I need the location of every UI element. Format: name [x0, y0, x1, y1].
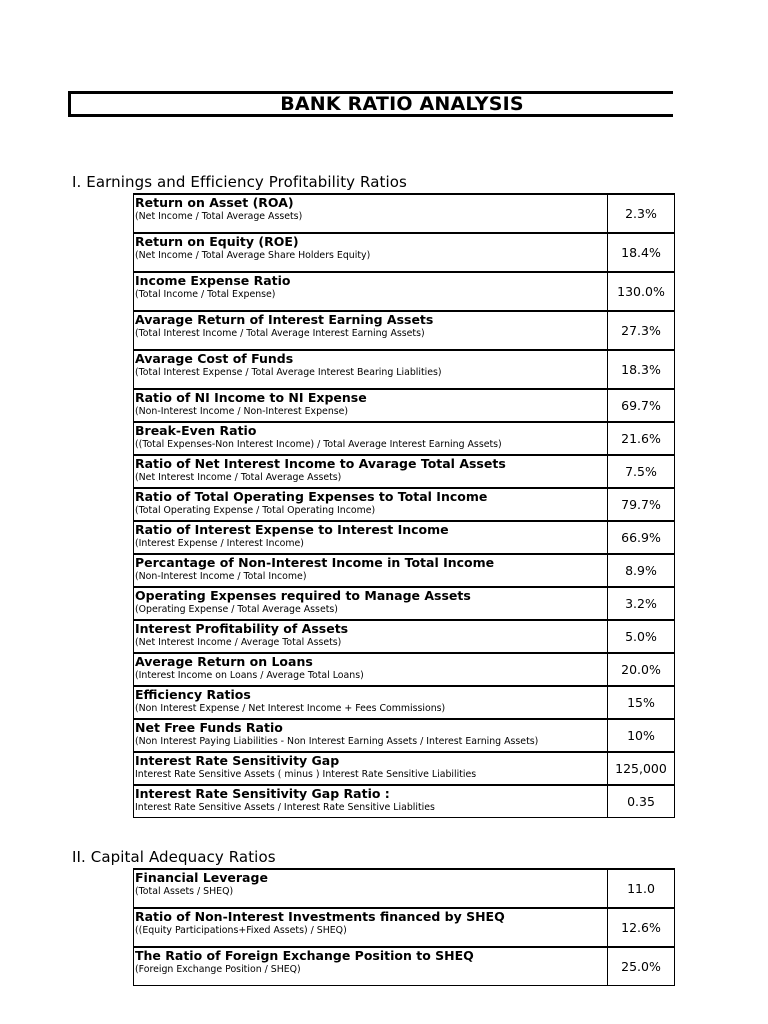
ratio-formula: (Net Income / Total Average Assets)	[135, 211, 303, 222]
ratio-value: 66.9%	[608, 521, 675, 554]
ratio-name: Ratio of Interest Expense to Interest Income	[135, 522, 449, 537]
ratio-label-cell	[134, 311, 608, 350]
ratio-label-cell	[134, 554, 608, 587]
ratio-formula: (Non Interest Paying Liabilities - Non Interest Earning Assets / Interest Earning Assets)	[135, 736, 539, 747]
ratio-label-cell	[134, 389, 608, 422]
ratio-name: Return on Equity (ROE)	[135, 234, 299, 249]
ratio-name: Income Expense Ratio	[135, 273, 291, 288]
table-row	[134, 587, 675, 620]
ratio-formula: (Total Assets / SHEQ)	[135, 886, 234, 897]
table-row	[134, 422, 675, 455]
ratio-value: 18.3%	[608, 350, 675, 389]
ratio-formula: (Non-Interest Income / Total Income)	[135, 571, 307, 582]
table-row	[134, 554, 675, 587]
table-row	[134, 686, 675, 719]
ratio-value: 2.3%	[608, 194, 675, 233]
ratio-name: Interest Profitability of Assets	[135, 621, 349, 636]
ratio-name: Percantage of Non-Interest Income in Total Income	[135, 555, 495, 570]
ratio-name: Financial Leverage	[135, 870, 268, 885]
table-row	[134, 272, 675, 311]
ratio-label-cell	[134, 686, 608, 719]
ratio-formula: (Total Interest Income / Total Average Interest Earning Assets)	[135, 328, 425, 339]
ratio-label-cell	[134, 752, 608, 785]
ratio-label-cell	[134, 455, 608, 488]
ratio-label-cell	[134, 653, 608, 686]
ratio-formula: (Foreign Exchange Position / SHEQ)	[135, 964, 301, 975]
ratio-formula: Interest Rate Sensitive Assets / Interest Rate Sensitive Liablities	[135, 802, 435, 813]
table-row	[134, 389, 675, 422]
ratio-value: 79.7%	[608, 488, 675, 521]
ratio-value: 8.9%	[608, 554, 675, 587]
ratio-label-cell	[134, 587, 608, 620]
table-row	[134, 620, 675, 653]
table-row	[134, 752, 675, 785]
ratio-label-cell	[134, 908, 608, 947]
ratio-name: Ratio of Net Interest Income to Avarage Total Assets	[135, 456, 506, 471]
ratio-name: Ratio of Total Operating Expenses to Total Income	[135, 489, 488, 504]
ratio-value: 7.5%	[608, 455, 675, 488]
ratio-formula: (Interest Income on Loans / Average Total Loans)	[135, 670, 364, 681]
page-title: BANK RATIO ANALYSIS	[280, 93, 524, 115]
ratio-label-cell	[134, 422, 608, 455]
ratio-value: 3.2%	[608, 587, 675, 620]
ratio-value: 11.0	[608, 869, 675, 908]
table-row	[134, 947, 675, 986]
table-row	[134, 488, 675, 521]
ratio-formula: (Non Interest Expense / Net Interest Income + Fees Commissions)	[135, 703, 446, 714]
table-row	[134, 350, 675, 389]
ratio-label-cell	[134, 719, 608, 752]
ratio-value: 20.0%	[608, 653, 675, 686]
ratio-value: 12.6%	[608, 908, 675, 947]
ratio-name: Return on Asset (ROA)	[135, 195, 294, 210]
ratio-value: 15%	[608, 686, 675, 719]
ratio-name: Ratio of NI Income to NI Expense	[135, 390, 367, 405]
ratio-name: Avarage Return of Interest Earning Assets	[135, 312, 434, 327]
ratio-name: Interest Rate Sensitivity Gap	[135, 753, 340, 768]
ratio-formula: (Net Interest Income / Average Total Assets)	[135, 637, 342, 648]
ratio-label-cell	[134, 947, 608, 986]
ratio-name: Break-Even Ratio	[135, 423, 257, 438]
ratio-name: Average Return on Loans	[135, 654, 313, 669]
earnings-ratios-table	[133, 193, 675, 818]
section-heading-earnings: I. Earnings and Efficiency Profitability Ratios	[72, 173, 407, 191]
ratio-value: 21.6%	[608, 422, 675, 455]
ratio-formula: (Non-Interest Income / Non-Interest Expense)	[135, 406, 349, 417]
ratio-formula: (Operating Expense / Total Average Assets)	[135, 604, 338, 615]
ratio-label-cell	[134, 272, 608, 311]
table-row	[134, 908, 675, 947]
table-row	[134, 869, 675, 908]
ratio-value: 18.4%	[608, 233, 675, 272]
ratio-label-cell	[134, 233, 608, 272]
ratio-label-cell	[134, 350, 608, 389]
ratio-value: 10%	[608, 719, 675, 752]
table-row	[134, 311, 675, 350]
ratio-formula: ((Equity Participations+Fixed Assets) / SHEQ)	[135, 925, 347, 936]
table-row	[134, 521, 675, 554]
ratio-formula: (Total Interest Expense / Total Average Interest Bearing Liablities)	[135, 367, 442, 378]
ratio-label-cell	[134, 521, 608, 554]
table-row	[134, 653, 675, 686]
ratio-value: 5.0%	[608, 620, 675, 653]
ratio-value: 125,000	[608, 752, 675, 785]
table-row	[134, 233, 675, 272]
ratio-formula: (Net Interest Income / Total Average Assets)	[135, 472, 342, 483]
ratio-name: Avarage Cost of Funds	[135, 351, 294, 366]
ratio-value: 27.3%	[608, 311, 675, 350]
ratio-formula: (Interest Expense / Interest Income)	[135, 538, 304, 549]
ratio-name: Interest Rate Sensitivity Gap Ratio :	[135, 786, 390, 801]
ratio-formula: Interest Rate Sensitive Assets ( minus ) Interest Rate Sensitive Liabilities	[135, 769, 477, 780]
capital-ratios-table	[133, 868, 675, 986]
ratio-label-cell	[134, 488, 608, 521]
ratio-formula: (Total Operating Expense / Total Operating Income)	[135, 505, 376, 516]
ratio-value: 130.0%	[608, 272, 675, 311]
ratio-name: Net Free Funds Ratio	[135, 720, 283, 735]
table-row	[134, 719, 675, 752]
ratio-label-cell	[134, 785, 608, 818]
title-box	[68, 91, 673, 117]
table-row	[134, 455, 675, 488]
ratio-name: Ratio of Non-Interest Investments financed by SHEQ	[135, 909, 505, 924]
table-row	[134, 785, 675, 818]
ratio-label-cell	[134, 194, 608, 233]
section-heading-capital: II. Capital Adequacy Ratios	[72, 848, 276, 866]
ratio-value: 69.7%	[608, 389, 675, 422]
ratio-name: Efficiency Ratios	[135, 687, 251, 702]
ratio-label-cell	[134, 869, 608, 908]
ratio-name: The Ratio of Foreign Exchange Position to SHEQ	[135, 948, 474, 963]
ratio-value: 25.0%	[608, 947, 675, 986]
ratio-formula: (Total Income / Total Expense)	[135, 289, 276, 300]
table-row	[134, 194, 675, 233]
ratio-name: Operating Expenses required to Manage Assets	[135, 588, 471, 603]
ratio-value: 0.35	[608, 785, 675, 818]
ratio-formula: ((Total Expenses-Non Interest Income) / Total Average Interest Earning Assets)	[135, 439, 502, 450]
ratio-formula: (Net Income / Total Average Share Holders Equity)	[135, 250, 371, 261]
ratio-label-cell	[134, 620, 608, 653]
